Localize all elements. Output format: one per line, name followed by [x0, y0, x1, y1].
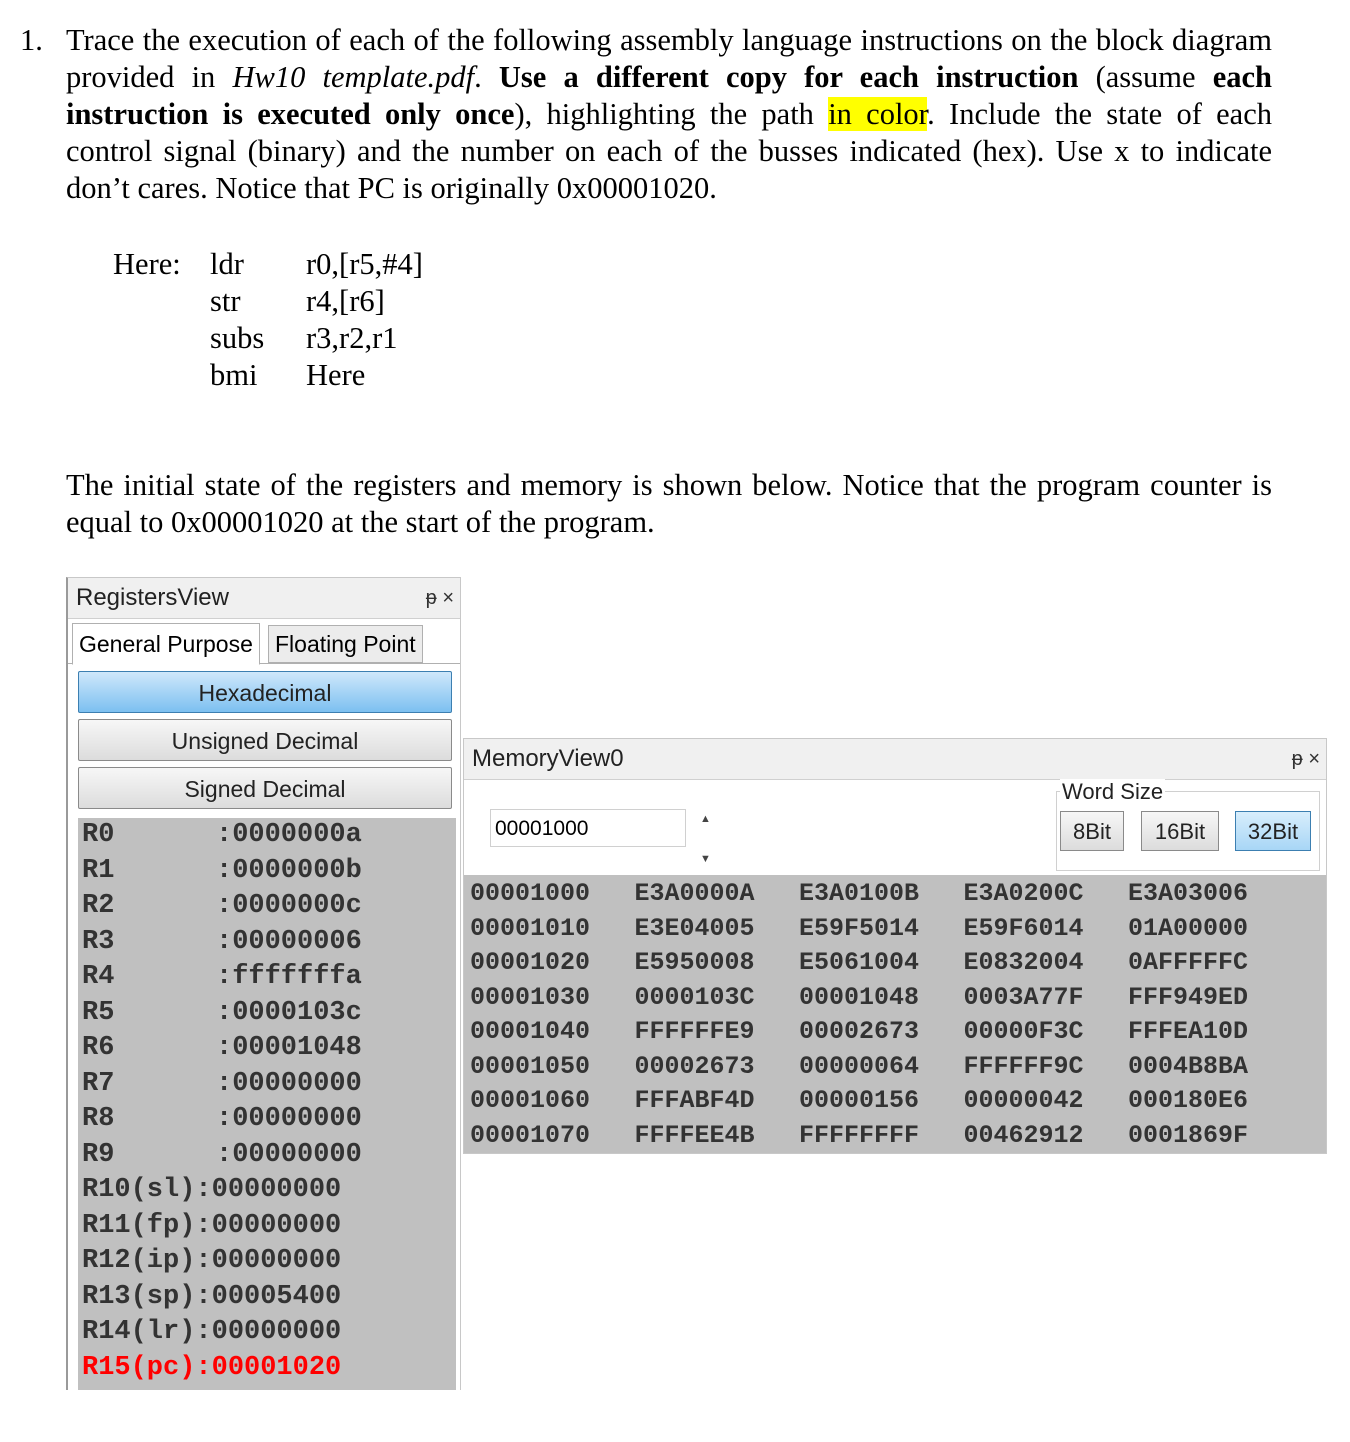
register-value: :0000000a	[216, 820, 362, 850]
memory-word: 00000042	[963, 1086, 1084, 1115]
memory-word: 0AFFFFFC	[1128, 948, 1249, 977]
memory-word: E59F5014	[799, 913, 920, 943]
memory-word: 00000064	[799, 1051, 920, 1081]
memory-word: 0003A77F	[963, 982, 1084, 1012]
register-name: R11(fp)	[82, 1210, 196, 1241]
register-row	[82, 1244, 341, 1279]
register-name: R0	[82, 820, 115, 850]
register-value: :00001048	[216, 1033, 362, 1063]
registers-view-panel	[66, 577, 461, 1390]
register-value: :00000000	[195, 1210, 342, 1241]
register-row	[82, 925, 362, 960]
opcode: bmi	[210, 358, 258, 392]
register-row-pc	[82, 1351, 341, 1386]
memory-word: 00000F3C	[963, 1017, 1084, 1046]
memory-word: E3A0200C	[963, 879, 1084, 908]
register-row	[82, 1209, 341, 1244]
register-row	[82, 854, 362, 889]
memory-row	[470, 877, 1293, 911]
register-value: :00000000	[216, 1104, 362, 1134]
register-row	[82, 1031, 362, 1066]
template-filename: Hw10 template.pdf	[232, 60, 475, 94]
memory-address: 00001010	[470, 913, 591, 943]
question-text-part: ), highlighting the path	[514, 97, 829, 131]
register-row	[82, 1102, 362, 1137]
question-block	[20, 22, 1272, 207]
memory-word: E3A03006	[1128, 879, 1249, 908]
pin-close-icon[interactable]: ᵽ ×	[425, 587, 454, 609]
memory-row	[470, 1119, 1293, 1153]
tab-floating-point[interactable]: Floating Point	[268, 625, 423, 663]
register-value: :fffffffa	[216, 962, 362, 992]
operands: Here	[306, 358, 366, 392]
memory-word: 01A00000	[1128, 913, 1249, 943]
memory-address: 00001050	[470, 1051, 591, 1081]
registers-view-title-text: RegistersView	[76, 584, 229, 611]
scroll-up-icon[interactable]: ▲	[700, 813, 711, 825]
registers-tabs	[68, 619, 460, 664]
register-value: :0000000c	[216, 891, 362, 921]
register-name: R13(sp)	[82, 1281, 196, 1312]
register-value: :0000000b	[216, 855, 362, 886]
memory-word: E59F6014	[963, 913, 1084, 943]
opcode: str	[210, 284, 241, 318]
question-number: 1.	[20, 23, 43, 57]
memory-row	[470, 1084, 1293, 1118]
memory-word: FFFEA10D	[1128, 1017, 1249, 1046]
register-value: :00000000	[216, 1068, 362, 1099]
memory-row	[470, 1050, 1293, 1084]
memory-word: E5950008	[634, 948, 755, 977]
register-name: R6	[82, 1033, 115, 1063]
question-text-part: . Include the state of each control signal (binary) and the number on each of the busses indicated (hex). Use x to indicate don’t cares. Notice that PC is originally 0x00001020.	[66, 97, 1272, 205]
register-row	[82, 818, 362, 853]
pin-close-icon[interactable]: ᵽ ×	[1291, 748, 1320, 770]
memory-word: 00462912	[963, 1120, 1084, 1150]
memory-word: E3A0100B	[799, 879, 920, 908]
memory-word: 00001048	[799, 982, 920, 1012]
register-row	[82, 960, 362, 995]
tab-general-purpose[interactable]: General Purpose	[72, 623, 260, 665]
memory-word: FFFFFFE9	[634, 1017, 755, 1046]
highlighted-text: in color	[828, 97, 928, 131]
question-text-part: .	[474, 60, 499, 94]
register-name: R9	[82, 1139, 115, 1170]
opcode: ldr	[210, 247, 244, 281]
register-name: R7	[82, 1068, 115, 1099]
word-size-label: Word Size	[1062, 779, 1164, 804]
memory-word: 00002673	[634, 1051, 755, 1081]
register-row	[82, 1173, 341, 1208]
question-text-part: Trace the execution of each of the following assembly language instructions on the block diagram provided in	[66, 23, 1272, 94]
question-text-part: (assume	[1078, 60, 1213, 94]
memory-word: 00002673	[799, 1017, 920, 1046]
register-row	[82, 889, 362, 924]
operands: r0,[r5,#4]	[306, 247, 423, 281]
memory-row	[470, 946, 1293, 980]
register-value: :00000006	[216, 926, 362, 957]
code-line	[210, 283, 385, 320]
memory-view-title	[464, 739, 1326, 780]
register-row	[82, 1138, 362, 1173]
memory-address: 00001000	[470, 879, 591, 908]
code-line	[210, 320, 397, 357]
bold-instruction: each instruction is executed only once	[66, 60, 1272, 131]
register-name: R15(pc)	[82, 1352, 196, 1383]
register-value: :00000000	[195, 1246, 342, 1276]
unsigned-decimal-button[interactable]: Unsigned Decimal	[78, 719, 452, 761]
register-name: R14(lr)	[82, 1317, 196, 1347]
opcode: subs	[210, 321, 265, 355]
memory-word: E0832004	[963, 948, 1084, 977]
memory-word: E3E04005	[634, 913, 755, 943]
memory-address: 00001040	[470, 1017, 591, 1046]
register-name: R12(ip)	[82, 1246, 196, 1276]
memory-address: 00001030	[470, 982, 591, 1012]
question-text	[66, 22, 1272, 207]
memory-word: FFFABF4D	[634, 1086, 755, 1115]
signed-decimal-button[interactable]: Signed Decimal	[78, 767, 452, 809]
register-row	[82, 1280, 341, 1315]
initial-state-paragraph: The initial state of the registers and memory is shown below. Notice that the program counter is equal to 0x00001020 at the start of the program.	[66, 468, 1272, 539]
bold-instruction: Use a different copy for each instruction	[498, 60, 1079, 94]
register-row	[82, 1315, 341, 1350]
scroll-down-icon[interactable]: ▼	[700, 853, 711, 865]
memory-address: 00001060	[470, 1086, 591, 1115]
register-name: R10(sl)	[82, 1175, 196, 1205]
operands: r4,[r6]	[306, 284, 385, 318]
register-value: :00000000	[216, 1139, 362, 1170]
memory-word: 0001869F	[1128, 1120, 1249, 1150]
register-name: R2	[82, 891, 115, 921]
register-row	[82, 996, 362, 1031]
register-value: :00000000	[195, 1175, 342, 1205]
memory-view-panel	[463, 738, 1327, 1154]
register-value: :0000103c	[216, 997, 362, 1028]
register-value: :00000000	[195, 1317, 342, 1347]
code-label: Here:	[113, 247, 181, 281]
memory-word: 000180E6	[1128, 1086, 1249, 1115]
register-value: :00001020	[195, 1352, 342, 1383]
16bit-button[interactable]: 16Bit	[1141, 811, 1219, 851]
hexadecimal-button[interactable]: Hexadecimal	[78, 671, 452, 713]
code-line	[210, 246, 423, 283]
operands: r3,r2,r1	[306, 321, 398, 355]
memory-address: 00001070	[470, 1120, 591, 1150]
register-list	[78, 818, 456, 1390]
register-name: R4	[82, 962, 115, 992]
memory-row	[470, 981, 1293, 1015]
memory-row	[470, 1015, 1293, 1049]
memory-row	[470, 912, 1293, 946]
memory-word: 0004B8BA	[1128, 1051, 1249, 1081]
memory-grid	[464, 875, 1326, 1153]
register-row	[82, 1067, 362, 1102]
address-input[interactable]: 00001000	[490, 809, 686, 847]
memory-address: 00001020	[470, 948, 591, 977]
memory-word: FFFFFF9C	[963, 1051, 1084, 1081]
register-name: R5	[82, 997, 115, 1028]
memory-word: FFFFFFFF	[799, 1120, 920, 1150]
memory-view-title-text: MemoryView0	[472, 745, 624, 772]
32bit-button[interactable]: 32Bit	[1235, 811, 1311, 851]
memory-word: FFF949ED	[1128, 982, 1249, 1012]
memory-word: E3A0000A	[634, 879, 755, 908]
memory-word: FFFFEE4B	[634, 1120, 755, 1150]
register-value: :00005400	[195, 1281, 342, 1312]
memory-word: E5061004	[799, 948, 920, 977]
memory-word: 0000103C	[634, 982, 755, 1012]
register-name: R3	[82, 926, 115, 957]
register-name: R1	[82, 855, 115, 886]
memory-word: 00000156	[799, 1086, 920, 1115]
code-line	[210, 357, 365, 394]
8bit-button[interactable]: 8Bit	[1060, 811, 1124, 851]
registers-view-title	[68, 578, 460, 619]
register-name: R8	[82, 1104, 115, 1134]
